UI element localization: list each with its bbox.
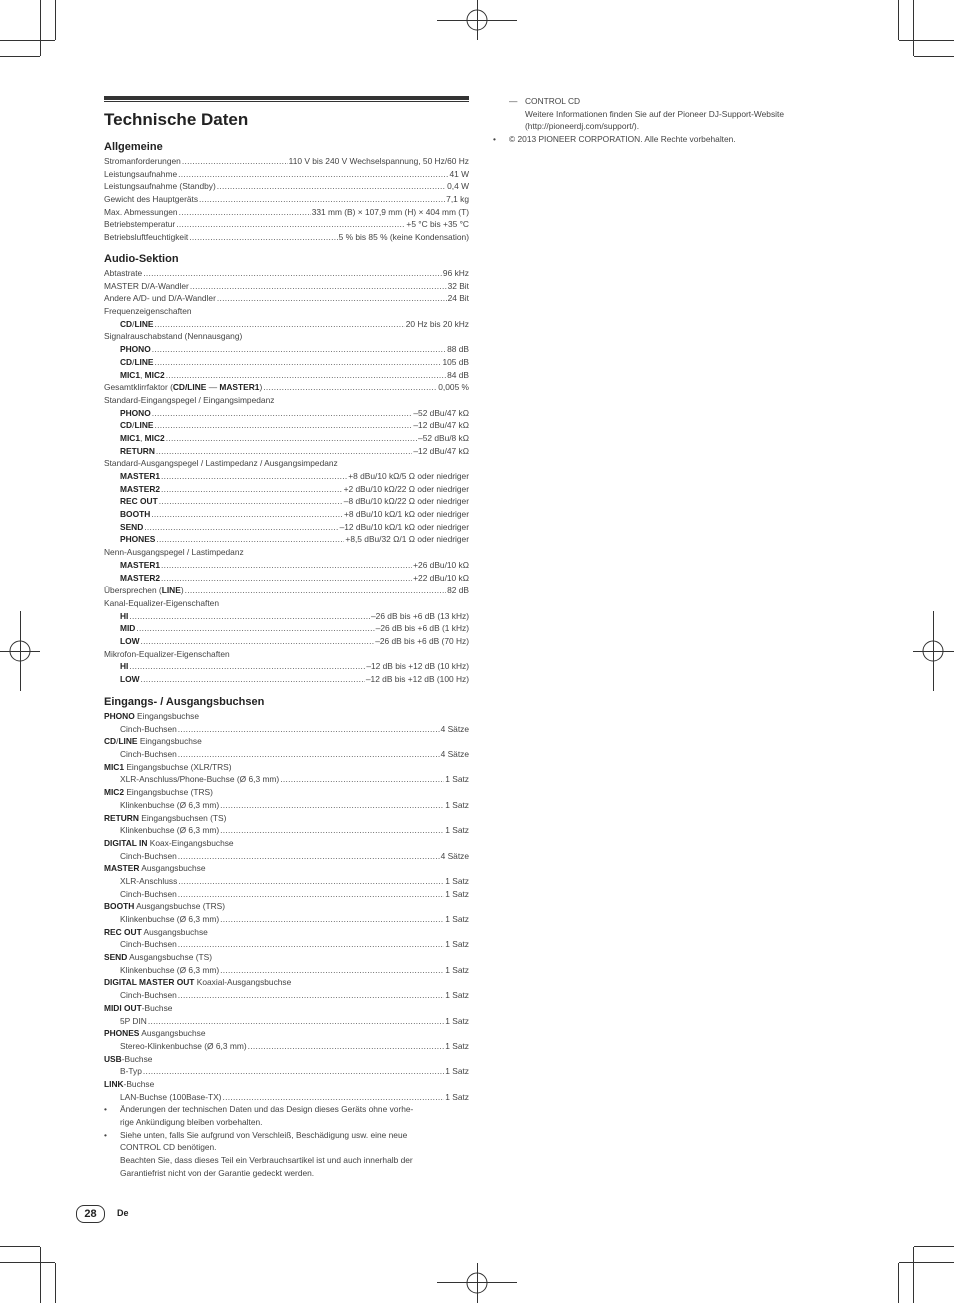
spec-subheading: DIGITAL IN Koax-Eingangsbuchse [104,837,234,848]
section-title: Eingangs- / Ausgangsbuchsen [104,696,265,708]
spec-row: Cinch-Buchsen ..... 1 Satz [104,888,469,901]
spec-row: Stereo-Klinkenbuchse (Ø 6,3 mm) ..... 1 Satz [104,1040,469,1053]
spec-row: BOOTH ..... +8 dBu/10 kΩ/1 kΩ oder niedriger [104,508,469,521]
spec-row: XLR-Anschluss/Phone-Buchse (Ø 6,3 mm) ..... 1 Satz [104,773,469,786]
spec-row: Leistungsaufnahme (Standby) ..... 0,4 W [104,180,469,193]
title-block [104,96,469,132]
spec-row: HI ..... –12 dB bis +12 dB (10 kHz) [104,660,469,673]
spec-row: LAN-Buchse (100Base-TX) ..... 1 Satz [104,1091,469,1104]
language-label: De [117,1208,129,1218]
spec-subheading: SEND Ausgangsbuchse (TS) [104,952,213,963]
spec-row: PHONO ..... –52 dBu/47 kΩ [104,407,469,420]
spec-row: PHONES ..... +8,5 dBu/32 Ω/1 Ω oder niedriger [104,533,469,546]
note-bullet: • Änderungen der technischen Daten und das Design dieses Geräts ohne vorhe- rige Ankündigung bleiben vorbehalten. [104,1104,414,1128]
bullet-icon: • [104,1104,107,1115]
note-bullet: • Siehe unten, falls Sie aufgrund von Verschleiß, Beschädigung usw. eine neue CONTROL CD benötigen. Beachten Sie, dass dieses Teil ein Verbrauchsartikel ist und auch innerhalb der Garantiefrist nicht von der Garantie gedeckt werden. [104,1129,413,1178]
spec-row: Andere A/D- und D/A-Wandler ..... 24 Bit [104,292,469,305]
right-column [493,95,829,146]
spec-row: Übersprechen (LINE) ..... 82 dB [104,584,469,597]
spec-subheading: CD/LINE Eingangsbuchse [104,736,202,747]
spec-subheading: RETURN Eingangsbuchsen (TS) [104,812,227,823]
spec-row: REC OUT ..... –8 dBu/10 kΩ/22 Ω oder niedriger [104,495,469,508]
spec-subheading: PHONO Eingangsbuchse [104,711,199,721]
spec-subheading: DIGITAL MASTER OUT Koaxial-Ausgangsbuchse [104,977,292,988]
spec-row: MASTER D/A-Wandler ..... 32 Bit [104,280,469,293]
spec-row: LOW ..... –12 dB bis +12 dB (100 Hz) [104,673,469,686]
spec-row: CD/LINE ..... 20 Hz bis 20 kHz [104,318,469,331]
title-rule-thick [104,96,469,100]
bullet-icon: • [104,1129,107,1140]
spec-row: Cinch-Buchsen ..... 1 Satz [104,938,469,951]
spec-subheading: Frequenzeigenschaften [104,306,192,317]
spec-row: MID ..... –26 dB bis +6 dB (1 kHz) [104,622,469,635]
spec-subheading: LINK-Buchse [104,1078,155,1089]
spec-row: Cinch-Buchsen ..... 4 Sätze [104,748,469,761]
spec-row: Max. Abmessungen ..... 331 mm (B) × 107,9 mm (H) × 404 mm (T) [104,206,469,219]
spec-row: XLR-Anschluss ..... 1 Satz [104,875,469,888]
spec-subheading: BOOTH Ausgangsbuchse (TRS) [104,901,226,912]
spec-row: B-Typ ..... 1 Satz [104,1065,469,1078]
spec-subheading: Signalrauschabstand (Nennausgang) [104,331,243,342]
spec-row: LOW ..... –26 dB bis +6 dB (70 Hz) [104,635,469,648]
spec-row: MASTER2 ..... +2 dBu/10 kΩ/22 Ω oder niedriger [104,483,469,496]
spec-row: Gewicht des Hauptgeräts ..... 7,1 kg [104,193,469,206]
spec-subheading: MIC1 Eingangsbuchse (XLR/TRS) [104,761,232,772]
spec-row: MIC1, MIC2 ..... –52 dBu/8 kΩ [104,432,469,445]
page-number: 28 [76,1205,105,1223]
spec-row: Gesamtklirrfaktor (CD/LINE — MASTER1) ..... 0,005 % [104,381,469,394]
page-title: Technische Daten [104,110,249,129]
spec-row: Klinkenbuchse (Ø 6,3 mm) ..... 1 Satz [104,913,469,926]
spec-subheading: Mikrofon-Equalizer-Eigenschaften [104,648,230,659]
spec-row: Stromanforderungen ..... 110 V bis 240 V Wechselspannung, 50 Hz/60 Hz [104,155,469,168]
spec-row: Cinch-Buchsen ..... 4 Sätze [104,723,469,736]
section-audio [104,253,469,686]
section-title: Allgemeine [104,141,163,153]
spec-subheading: Standard-Ausgangspegel / Lastimpedanz / Ausgangsimpedanz [104,458,338,469]
spec-row: CD/LINE ..... 105 dB [104,356,469,369]
section-title: Audio-Sektion [104,253,179,265]
spec-row: Betriebstemperatur ..... +5 °C bis +35 °C [104,218,469,231]
spec-subheading: Nenn-Ausgangspegel / Lastimpedanz [104,547,244,558]
spec-row: PHONO ..... 88 dB [104,343,469,356]
spec-row: Klinkenbuchse (Ø 6,3 mm) ..... 1 Satz [104,799,469,812]
spec-row: Klinkenbuchse (Ø 6,3 mm) ..... 1 Satz [104,824,469,837]
spec-row: Cinch-Buchsen ..... 4 Sätze [104,850,469,863]
spec-subheading: MASTER Ausgangsbuchse [104,863,206,874]
spec-row: RETURN ..... –12 dBu/47 kΩ [104,445,469,458]
spec-subheading: PHONES Ausgangsbuchse [104,1028,206,1039]
spec-subheading: Kanal-Equalizer-Eigenschaften [104,597,219,608]
support-url: (http://pioneerdj.com/support/). [525,121,640,132]
spec-row: Cinch-Buchsen ..... 1 Satz [104,989,469,1002]
spec-row: MASTER2 ..... +22 dBu/10 kΩ [104,572,469,585]
bullet-icon: • [493,134,496,145]
spec-row: Abtastrate ..... 96 kHz [104,267,469,280]
spec-row: Klinkenbuchse (Ø 6,3 mm) ..... 1 Satz [104,964,469,977]
support-info: Weitere Informationen finden Sie auf der Pioneer DJ-Support-Website [525,108,784,119]
spec-row: HI ..... –26 dB bis +6 dB (13 kHz) [104,610,469,623]
section-io [104,696,469,1180]
spec-row: Leistungsaufnahme ..... 41 W [104,168,469,181]
spec-subheading: REC OUT Ausgangsbuchse [104,926,208,937]
copyright-line: • © 2013 PIONEER CORPORATION. Alle Rechte vorbehalten. [493,134,736,145]
spec-subheading: MIC2 Eingangsbuchse (TRS) [104,787,213,798]
section-allgemeine [104,141,469,244]
spec-row: 5P DIN ..... 1 Satz [104,1015,469,1028]
spec-row: SEND ..... –12 dBu/10 kΩ/1 kΩ oder niedriger [104,521,469,534]
spec-row: MASTER1 ..... +8 dBu/10 kΩ/5 Ω oder niedriger [104,470,469,483]
spec-subheading: USB-Buchse [104,1053,153,1064]
title-rule-thin [104,101,469,102]
spec-row: MIC1, MIC2 ..... 84 dB [104,369,469,382]
control-cd-line: — CONTROL CD [509,96,581,106]
spec-row: MASTER1 ..... +26 dBu/10 kΩ [104,559,469,572]
spec-row: CD/LINE ..... –12 dBu/47 kΩ [104,419,469,432]
spec-row: Betriebsluftfeuchtigkeit ..... 5 % bis 85 % (keine Kondensation) [104,231,469,244]
spec-subheading: Standard-Eingangspegel / Eingangsimpedanz [104,394,275,405]
spec-subheading: MIDI OUT-Buchse [104,1002,173,1013]
